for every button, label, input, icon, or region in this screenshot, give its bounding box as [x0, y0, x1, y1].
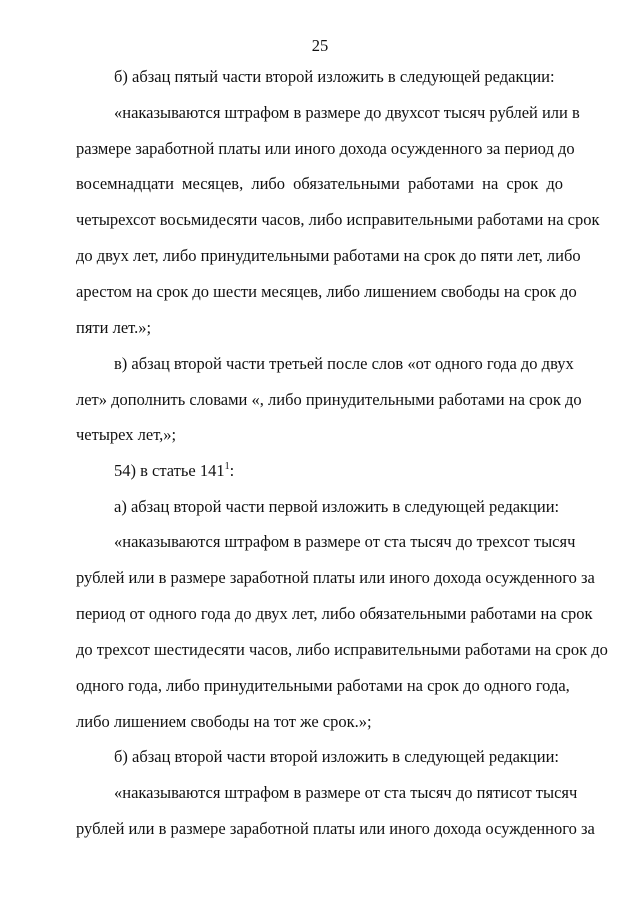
paragraph-line: рублей или в размере заработной платы или иного дохода осужденного за — [76, 568, 595, 587]
paragraph-line: «наказываются штрафом в размере до двухсот тысяч рублей или в — [114, 103, 580, 122]
article-heading-text: 54) в статье 141 — [114, 461, 225, 480]
paragraph-line: б) абзац пятый части второй изложить в следующей редакции: — [114, 67, 555, 86]
paragraph-line: рублей или в размере заработной платы или иного дохода осужденного за — [76, 819, 595, 838]
paragraph-line: арестом на срок до шести месяцев, либо лишением свободы на срок до — [76, 282, 577, 301]
paragraph-line: либо лишением свободы на тот же срок.»; — [76, 712, 372, 731]
paragraph-line: в) абзац второй части третьей после слов «от одного года до двух — [114, 354, 574, 373]
paragraph-line: б) абзац второй части второй изложить в следующей редакции: — [114, 747, 560, 766]
paragraph-line: период от одного года до двух лет, либо обязательными работами на срок — [76, 604, 593, 623]
article-superscript: 1 — [224, 461, 230, 472]
paragraph-line: четырех лет,»; — [76, 425, 177, 444]
paragraph-line: одного года, либо принудительными работами на срок до одного года, — [76, 676, 570, 695]
paragraph-line: размере заработной платы или иного дохода осужденного за период до — [76, 139, 575, 158]
paragraph-line: «наказываются штрафом в размере от ста тысяч до трехсот тысяч — [114, 532, 576, 551]
paragraph-line: «наказываются штрафом в размере от ста тысяч до пятисот тысяч — [114, 783, 578, 802]
article-heading-line — [76, 461, 563, 481]
paragraph-line: четырехсот восьмидесяти часов, либо исправительными работами на срок — [76, 210, 600, 229]
paragraph-line: восемнадцати месяцев, либо обязательными работами на срок до — [76, 174, 563, 193]
article-heading-colon: : — [229, 461, 235, 480]
paragraph-line: лет» дополнить словами «, либо принудительными работами на срок до — [76, 390, 582, 409]
paragraph-line: до двух лет, либо принудительными работами на срок до пяти лет, либо — [76, 246, 581, 265]
paragraph-line: пяти лет.»; — [76, 318, 152, 337]
paragraph-line: до трехсот шестидесяти часов, либо исправительными работами на срок до — [76, 640, 608, 659]
page-number: 25 — [311, 36, 329, 55]
paragraph-line: а) абзац второй части первой изложить в следующей редакции: — [114, 497, 560, 516]
